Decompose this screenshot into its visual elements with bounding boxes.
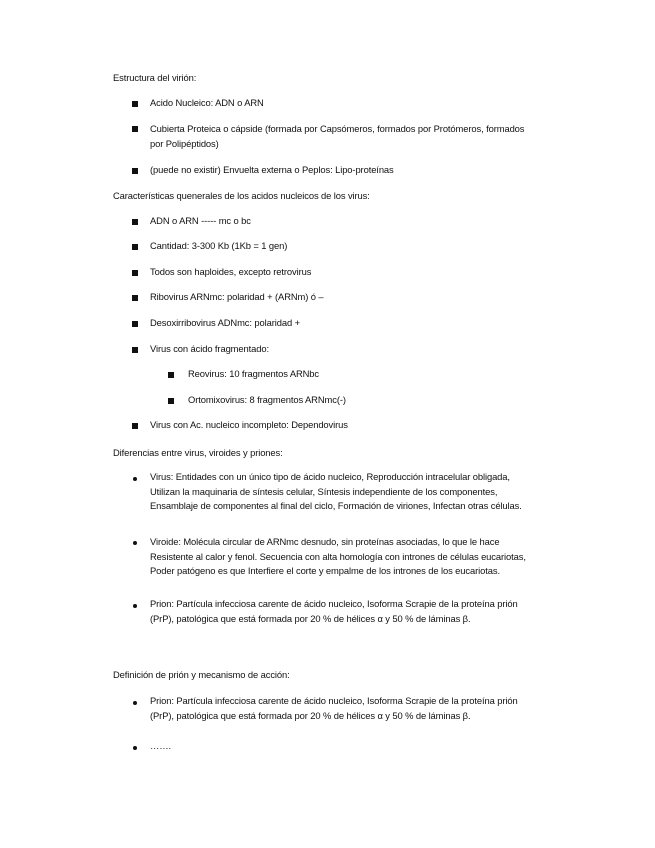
square-bullet (168, 398, 174, 404)
list-item: Cantidad: 3-300 Kb (1Kb = 1 gen) (150, 240, 288, 251)
heading-estructura: Estructura del virión: (113, 72, 197, 83)
square-bullet (132, 347, 138, 353)
list-item: ADN o ARN ----- mc o bc (150, 215, 251, 226)
round-bullet (133, 477, 137, 481)
list-item: Virus con Ac. nucleico incompleto: Dependovirus (150, 419, 348, 430)
square-bullet (132, 168, 138, 174)
round-bullet (133, 604, 137, 608)
square-bullet (132, 295, 138, 301)
list-item: Cubierta Proteica o cápside (formada por Capsómeros, formados por Protómeros, formados por Polipéptidos) (150, 123, 525, 149)
list-item: Prion: Partícula infecciosa carente de ácido nucleico, Isoforma Scrapie de la proteína prión (PrP), patológica que está formada por 20 % de hélices α y 50 % de láminas β. (150, 695, 518, 721)
round-bullet (133, 746, 137, 750)
square-bullet (132, 244, 138, 250)
round-bullet (133, 541, 137, 545)
heading-definicion-prion: Definición de prión y mecanismo de acción: (113, 669, 290, 680)
round-bullet (133, 701, 137, 705)
heading-diferencias: Diferencias entre virus, viroides y priones: (113, 447, 283, 458)
list-item: Desoxirribovirus ADNmc: polaridad + (150, 317, 300, 328)
list-item: Virus con ácido fragmentado: (150, 343, 269, 354)
square-bullet (132, 270, 138, 276)
list-item: Virus: Entidades con un único tipo de ácido nucleico, Reproducción intracelular obligada, Utilizan la maquinaria de síntesis celular, Síntesis independiente de los componentes, Ensamblaje de componentes al final del ciclo, Formación de viriones, Infectan otras células. (150, 471, 522, 512)
square-bullet (132, 101, 138, 107)
list-item: ……. (150, 740, 172, 751)
square-bullet (132, 321, 138, 327)
sub-list-item: Reovirus: 10 fragmentos ARNbc (188, 368, 320, 379)
sub-list-item: Ortomixovirus: 8 fragmentos ARNmc(-) (188, 394, 346, 405)
list-item: (puede no existir) Envuelta externa o Peplos: Lipo-proteínas (150, 164, 394, 175)
list-item: Viroide: Molécula circular de ARNmc desnudo, sin proteínas asociadas, lo que le hace Resistente al calor y fenol. Secuencia con alta homología con intrones de células eucariotas, Poder patógeno es que Interfiere el corte y empalme de los intrones de los eucariotas. (150, 536, 526, 577)
heading-caracteristicas: Características quenerales de los acidos nucleicos de los virus: (113, 190, 370, 201)
list-item: Acido Nucleico: ADN o ARN (150, 97, 264, 108)
list-item: Todos son haploides, excepto retrovirus (150, 266, 312, 277)
list-item: Prion: Partícula infecciosa carente de ácido nucleico, Isoforma Scrapie de la proteína prión (PrP), patológica que está formada por 20 % de hélices α y 50 % de láminas β. (150, 598, 518, 624)
list-item: Ribovirus ARNmc: polaridad + (ARNm) ó – (150, 291, 324, 302)
square-bullet (132, 219, 138, 225)
square-bullet (168, 372, 174, 378)
square-bullet (132, 423, 138, 429)
square-bullet (132, 126, 138, 132)
